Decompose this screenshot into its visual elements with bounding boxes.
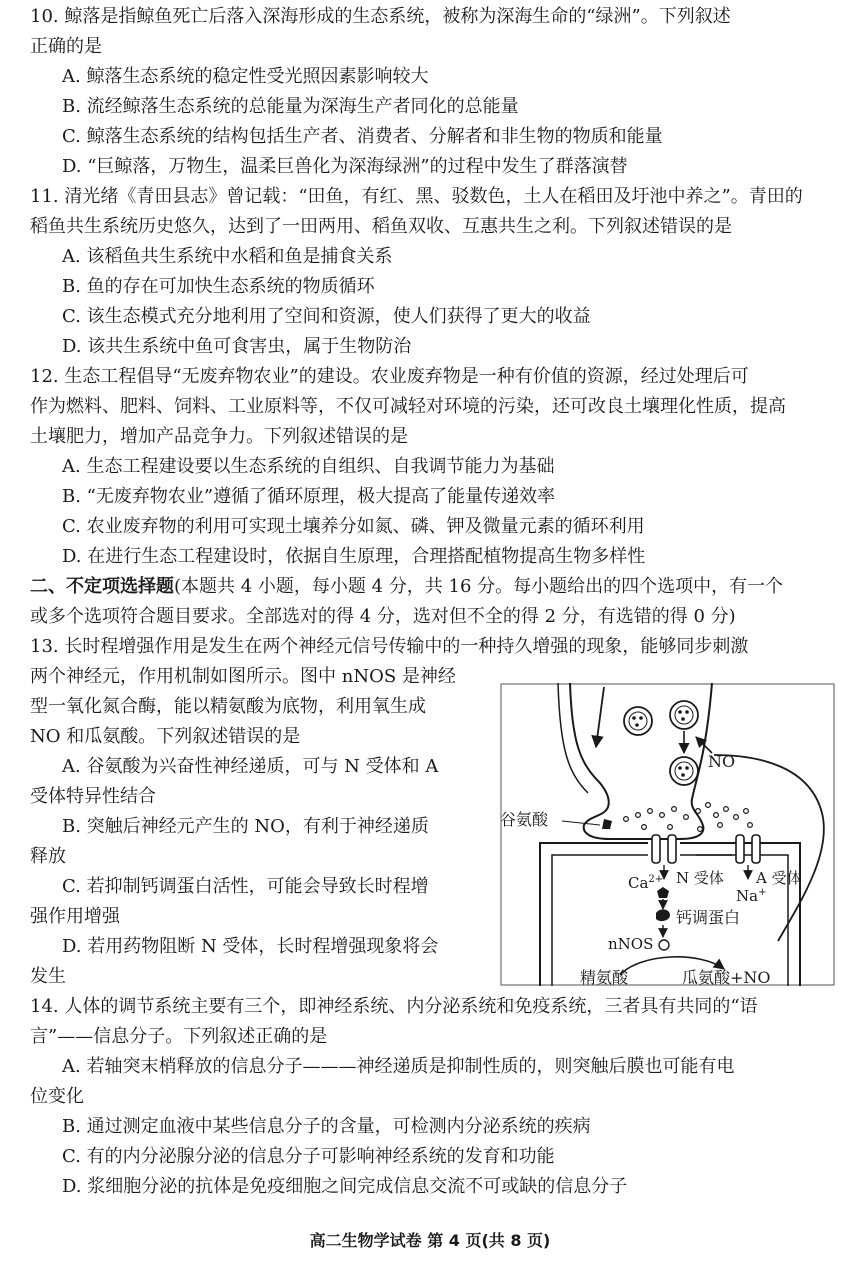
section2-title: 二、不定项选择题 — [30, 576, 174, 597]
q10-option-b: B. 流经鲸落生态系统的总能量为深海生产者同化的总能量 — [62, 96, 519, 117]
glutamate-molecule — [602, 819, 612, 829]
nnos-enzyme — [659, 940, 669, 950]
section2-desc-line1: (本题共 4 小题，每小题 4 分，共 16 分。每小题给出的四个选项中，有一个 — [174, 576, 784, 597]
q11-option-d: D. 该共生系统中鱼可食害虫，属于生物防治 — [62, 336, 412, 357]
q13-stem-line4: NO 和瓜氨酸。下列叙述错误的是 — [30, 726, 301, 747]
vesicle-3 — [670, 757, 698, 785]
q14-stem-line1: 14. 人体的调节系统主要有三个，即神经系统、内分泌系统和免疫系统，三者具有共同的“语 — [30, 996, 758, 1017]
calcium-ion-label: $Ca^{2+}$ — [628, 874, 664, 892]
figure-frame — [501, 684, 834, 985]
page-footer: 高二生物学试卷 第 4 页(共 8 页) — [309, 1231, 551, 1250]
q10-option-a: A. 鲸落生态系统的稳定性受光照因素影响较大 — [62, 66, 429, 87]
q13-option-c-line1: C. 若抑制钙调蛋白活性，可能会导致长时程增 — [62, 876, 429, 897]
q11-stem-line1: 11. 清光绪《青田县志》曾记载：“田鱼，有红、黑、驳数色，土人在稻田及圩池中养之”。青田的 — [30, 186, 803, 207]
q14-option-d: D. 浆细胞分泌的抗体是免疫细胞之间完成信息交流不可或缺的信息分子 — [62, 1176, 628, 1197]
presynaptic-membrane — [570, 683, 712, 839]
q11-option-a: A. 该稻鱼共生系统中水稻和鱼是捕食关系 — [62, 246, 393, 267]
q13-option-b-line2: 释放 — [30, 846, 66, 867]
calcium-molecule — [657, 887, 669, 898]
a-receptor-label: A 受体 — [756, 869, 802, 887]
n-receptor-channel — [652, 835, 676, 879]
glutamate-label: 谷氨酸 — [500, 810, 549, 829]
calmodulin-shape — [656, 909, 670, 921]
q13-option-d-line2: 发生 — [30, 966, 66, 987]
impulse-arrow — [596, 687, 604, 747]
no-label: NO — [708, 752, 736, 771]
arginine-label: 精氨酸 — [580, 968, 629, 986]
q13-stem-line3: 型一氧化氮合酶，能以精氨酸为底物，利用氧生成 — [30, 696, 426, 717]
q12-option-d: D. 在进行生态工程建设时，依据自生原理，合理搭配植物提高生物多样性 — [62, 546, 646, 567]
presynaptic-inner-line — [558, 683, 588, 793]
q12-option-b: B. “无废弃物农业”遵循了循环原理，极大提高了能量传递效率 — [62, 486, 556, 507]
q11-option-b: B. 鱼的存在可加快生态系统的物质循环 — [62, 276, 375, 297]
q14-option-a-line2: 位变化 — [30, 1086, 84, 1107]
q14-stem-line2: 言”——信息分子。下列叙述正确的是 — [30, 1026, 328, 1047]
section2-desc-line2: 或多个选项符合题目要求。全部选对的得 4 分，选对但不全的得 2 分，有选错的得 0 分) — [30, 606, 736, 627]
q13-option-a-line2: 受体特异性结合 — [30, 786, 156, 807]
n-receptor-label: N 受体 — [676, 869, 724, 887]
q10-stem-line1: 10. 鲸落是指鲸鱼死亡后落入深海形成的生态系统，被称为深海生命的“绿洲”。下列叙述 — [30, 6, 731, 27]
q13-option-a-line1: A. 谷氨酸为兴奋性神经递质，可与 N 受体和 A — [62, 756, 439, 777]
nnos-label: nNOS — [608, 935, 654, 953]
q12-stem-line1: 12. 生态工程倡导“无废弃物农业”的建设。农业废弃物是一种有价值的资源，经过处理后可 — [30, 366, 749, 387]
q10-stem-line2: 正确的是 — [30, 36, 102, 57]
q13-stem-line2: 两个神经元，作用机制如图所示。图中 nNOS 是神经 — [30, 666, 456, 687]
q12-option-a: A. 生态工程建设要以生态系统的自组织、自我调节能力为基础 — [62, 456, 555, 477]
q13-option-c-line2: 强作用增强 — [30, 906, 120, 927]
q12-stem-line2: 作为燃料、肥料、饲料、工业原料等，不仅可减轻对环境的污染，还可改良土壤理化性质，提高 — [30, 396, 786, 417]
q13-stem-line1: 13. 长时程增强作用是发生在两个神经元信号传输中的一种持久增强的现象，能够同步刺激 — [30, 636, 749, 657]
q11-option-c: C. 该生态模式充分地利用了空间和资源，使人们获得了更大的收益 — [62, 306, 591, 327]
q14-option-b: B. 通过测定血液中某些信息分子的含量，可检测内分泌系统的疾病 — [62, 1116, 591, 1137]
q13-option-d-line1: D. 若用药物阻断 N 受体，长时程增强现象将会 — [62, 936, 439, 957]
q10-option-d: D. “巨鲸落，万物生，温柔巨兽化为深海绿洲”的过程中发生了群落演替 — [62, 156, 628, 177]
section2-header — [30, 576, 783, 598]
q12-option-c: C. 农业废弃物的利用可实现土壤养分如氮、磷、钾及微量元素的循环利用 — [62, 516, 645, 537]
citrulline-no-label: 瓜氨酸+NO — [682, 968, 771, 986]
postsynaptic-membrane-outer — [540, 843, 800, 986]
neurotransmitter-dots — [624, 803, 753, 832]
q12-stem-line3: 土壤肥力，增加产品竞争力。下列叙述错误的是 — [30, 426, 408, 447]
vesicle-1 — [624, 707, 652, 735]
q14-option-c: C. 有的内分泌腺分泌的信息分子可影响神经系统的发育和功能 — [62, 1146, 555, 1167]
glutamate-pointer — [562, 821, 600, 825]
synapse-diagram — [500, 683, 835, 986]
calmodulin-label: 钙调蛋白 — [676, 908, 741, 927]
vesicle-2 — [670, 701, 698, 729]
q11-stem-line2: 稻鱼共生系统历史悠久，达到了一田两用、稻鱼双收、互惠共生之利。下列叙述错误的是 — [30, 216, 732, 237]
sodium-ion-label: Na+ — [736, 887, 767, 905]
postsynaptic-membrane-inner — [552, 855, 788, 986]
q10-option-c: C. 鲸落生态系统的结构包括生产者、消费者、分解者和非生物的物质和能量 — [62, 126, 663, 147]
q13-option-b-line1: B. 突触后神经元产生的 NO，有利于神经递质 — [62, 816, 429, 837]
q14-option-a-line1: A. 若轴突末梢释放的信息分子———神经递质是抑制性质的，则突触后膜也可能有电 — [62, 1056, 735, 1077]
